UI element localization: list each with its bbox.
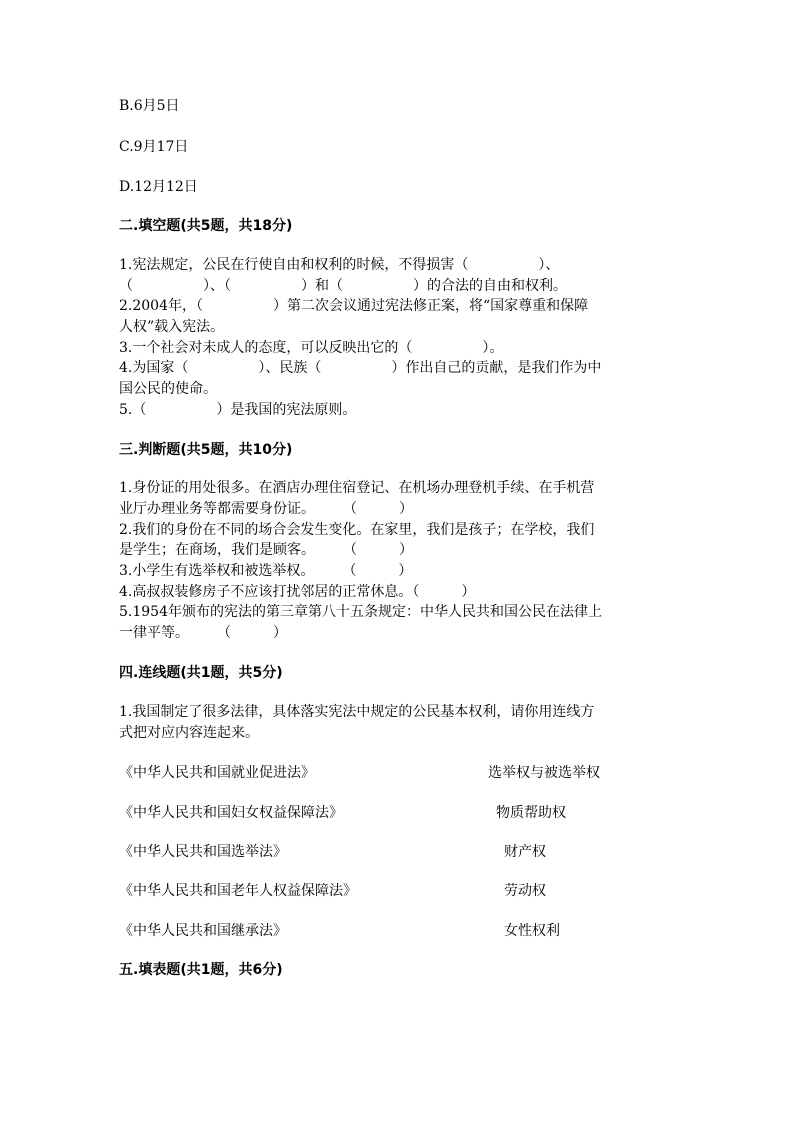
option-d: D.12月12日 <box>119 179 198 195</box>
section4-intro: 式把对应内容连起来。 <box>119 725 259 741</box>
matching-right-item: 女性权利 <box>504 923 560 939</box>
section3-line: 是学生；在商场，我们是顾客。 （ ） <box>119 542 413 558</box>
section3-line: 2.我们的身份在不同的场合会发生变化。在家里，我们是孩子；在学校，我们 <box>119 522 595 538</box>
matching-left-item: 《中华人民共和国老年人权益保障法》 <box>119 883 357 899</box>
matching-left-item: 《中华人民共和国妇女权益保障法》 <box>119 805 343 821</box>
section3-line: 4.高叔叔装修房子不应该打扰邻居的正常休息。（ ） <box>119 584 476 600</box>
matching-right-item: 物质帮助权 <box>496 805 566 821</box>
section2-line: 人权”载入宪法。 <box>119 319 225 335</box>
section3-line: 一律平等。 （ ） <box>119 625 287 641</box>
section2-line: 1.宪法规定，公民在行使自由和权利的时候，不得损害（ ）、 <box>119 257 560 273</box>
section2-line: （ ）、（ ）和（ ）的合法的自由和权利。 <box>119 278 567 294</box>
section5-title: 五.填表题(共1题，共6分) <box>119 962 283 978</box>
section3-title: 三.判断题(共5题，共10分) <box>119 442 293 458</box>
matching-right-item: 财产权 <box>504 844 546 860</box>
matching-left-item: 《中华人民共和国继承法》 <box>119 923 287 939</box>
matching-right-item: 选举权与被选举权 <box>488 765 600 781</box>
section3-line: 5.1954年颁布的宪法的第三章第八十五条规定：中华人民共和国公民在法律上 <box>119 604 602 620</box>
matching-right-item: 劳动权 <box>504 883 546 899</box>
option-b: B.6月5日 <box>119 98 180 114</box>
section3-line: 3.小学生有选举权和被选举权。 （ ） <box>119 563 413 579</box>
section4-title: 四.连线题(共1题，共5分) <box>119 665 283 681</box>
section2-title: 二.填空题(共5题，共18分) <box>119 218 293 234</box>
section3-line: 1.身份证的用处很多。在酒店办理住宿登记、在机场办理登机手续、在手机营 <box>119 480 595 496</box>
section3-line: 业厅办理业务等都需要身份证。 （ ） <box>119 501 413 517</box>
section2-line: 2.2004年，（ ）第二次会议通过宪法修正案，将“国家尊重和保障 <box>119 298 589 314</box>
section2-line: 3.一个社会对未成人的态度，可以反映出它的（ ）。 <box>119 340 504 356</box>
section4-intro: 1.我国制定了很多法律，具体落实宪法中规定的公民基本权利，请你用连线方 <box>119 704 595 720</box>
matching-left-item: 《中华人民共和国就业促进法》 <box>119 765 315 781</box>
section2-line: 4.为国家（ ）、民族（ ）作出自己的贡献，是我们作为中 <box>119 360 602 376</box>
section2-line: 国公民的使命。 <box>119 381 217 397</box>
section2-line: 5.（ ）是我国的宪法原则。 <box>119 402 357 418</box>
option-c: C.9月17日 <box>119 139 189 155</box>
matching-left-item: 《中华人民共和国选举法》 <box>119 844 287 860</box>
